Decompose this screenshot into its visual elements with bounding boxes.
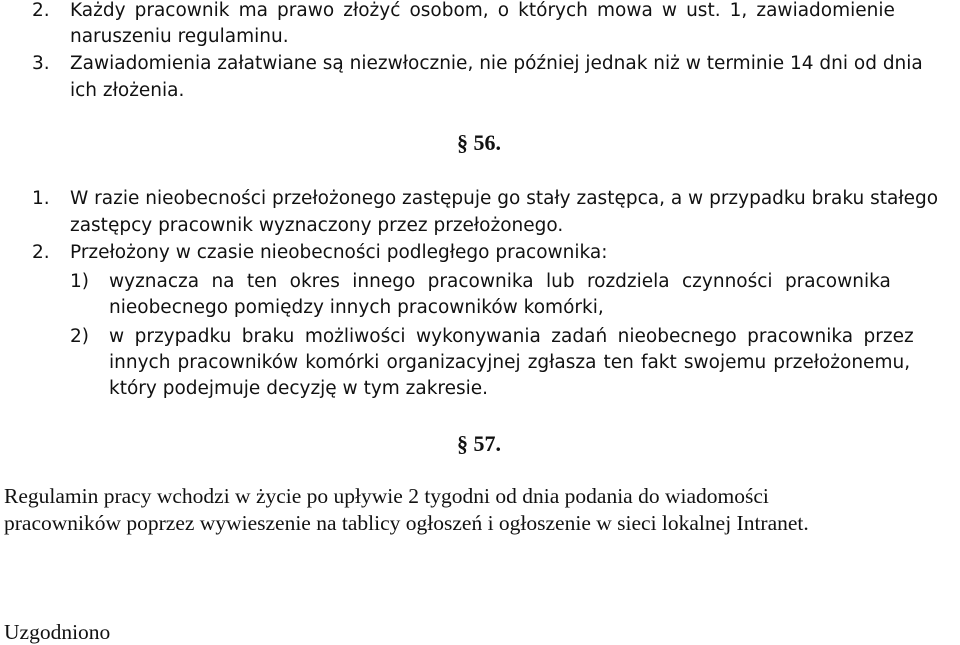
paragraph-line: naruszeniu regulaminu. — [70, 26, 289, 47]
paragraph-line: Przełożony w czasie nieobecności podległego pracownika: — [70, 242, 608, 263]
item-number: 2. — [32, 0, 50, 21]
subitem-number: 1) — [70, 271, 89, 292]
paragraph-line: ich złożenia. — [70, 80, 185, 101]
item-number: 1. — [32, 188, 50, 209]
paragraph-line: wyznacza na ten okres innego pracownika lub rozdziela czynności pracownika — [109, 271, 891, 292]
section-heading: § 56. — [457, 130, 501, 155]
paragraph-line — [70, 0, 958, 21]
approval-label: Uzgodniono — [4, 620, 111, 644]
section-heading: § 57. — [457, 431, 501, 456]
item-number: 2. — [32, 242, 50, 263]
paragraph-line: zastępcy pracownik wyznaczony przez przełożonego. — [70, 215, 564, 236]
paragraph-line: pracowników poprzez wywieszenie na tablicy ogłoszeń i ogłoszenie w sieci lokalnej Intranet. — [4, 511, 809, 535]
item-text: Każdy pracownik ma prawo złożyć osobom, o których mowa w ust. 1, zawiadomienie — [70, 0, 895, 21]
paragraph-line: który podejmuje decyzję w tym zakresie. — [109, 378, 489, 399]
paragraph-line: Regulamin pracy wchodzi w życie po upływie 2 tygodni od dnia podania do wiadomości — [4, 484, 769, 508]
subitem-number: 2) — [70, 326, 89, 347]
paragraph-line: w przypadku braku możliwości wykonywania zadań nieobecnego pracownika przez — [109, 326, 914, 347]
paragraph-line: innych pracowników komórki organizacyjnej zgłasza ten fakt swojemu przełożonemu, — [109, 352, 911, 373]
paragraph-line: Zawiadomienia załatwiane są niezwłocznie, nie później jednak niż w terminie 14 dni od dnia — [70, 53, 923, 74]
paragraph-line: W razie nieobecności przełożonego zastępuje go stały zastępca, a w przypadku braku stałego — [70, 188, 939, 209]
paragraph-line: nieobecnego pomiędzy innych pracowników komórki, — [109, 297, 604, 318]
item-number: 3. — [32, 53, 50, 74]
